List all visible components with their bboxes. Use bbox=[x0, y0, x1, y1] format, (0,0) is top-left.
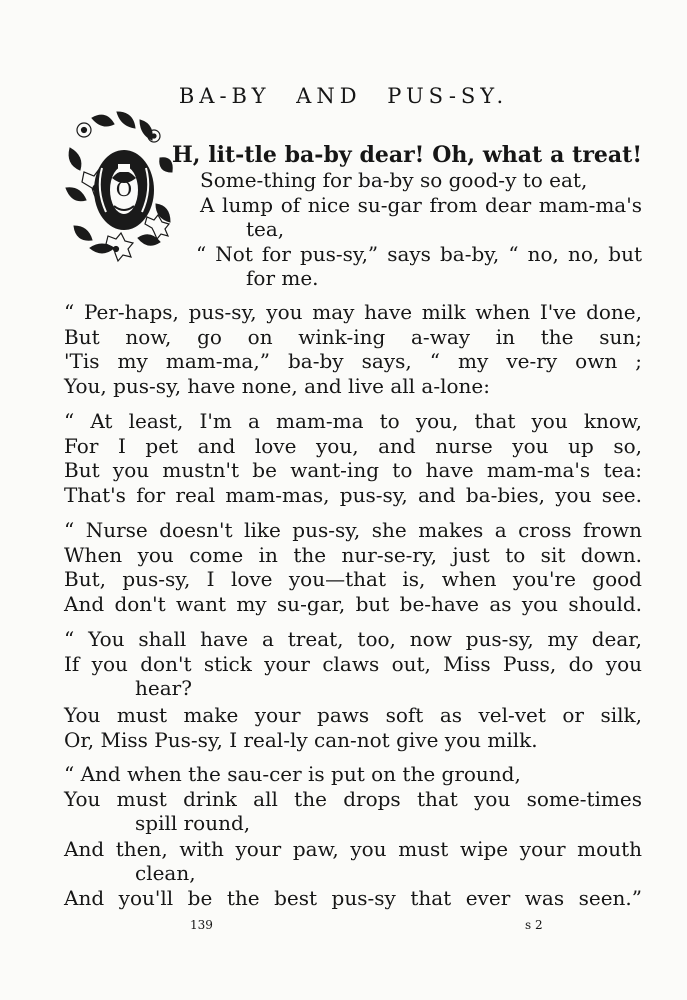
signature-mark: s 2 bbox=[525, 918, 543, 932]
stanza6-line3: And then, with your paw, you must wipe your mouth bbox=[64, 837, 642, 861]
stanza2-line4: You, pus-sy, have none, and live all a-lone: bbox=[64, 374, 490, 398]
stanza2-line1: “ Per-haps, pus-sy, you may have milk when I've done, bbox=[64, 300, 642, 324]
stanza1-line3: A lump of nice su-gar from dear mam-ma's bbox=[200, 193, 642, 217]
drop-cap-letter: O bbox=[115, 177, 133, 201]
floral-drop-cap-ornament bbox=[62, 108, 174, 270]
stanza6-line1: “ And when the sau-cer is put on the ground, bbox=[64, 762, 521, 786]
stanza5-line1: “ You shall have a treat, too, now pus-sy, my dear, bbox=[64, 627, 642, 651]
stanza6-line4: And you'll be the best pus-sy that ever was seen.” bbox=[64, 886, 642, 910]
stanza4-line4: And don't want my su-gar, but be-have as you should. bbox=[64, 592, 642, 616]
stanza1-line2: Some-thing for ba-by so good-y to eat, bbox=[200, 168, 588, 192]
page-number: 139 bbox=[190, 918, 213, 932]
stanza1-line4: “ Not for pus-sy,” says ba-by, “ no, no, but bbox=[196, 242, 642, 266]
stanza5-line4: Or, Miss Pus-sy, I real-ly can-not give you milk. bbox=[64, 728, 538, 752]
stanza1-line3-cont: tea, bbox=[246, 217, 285, 241]
stanza1-line1: H, lit-tle ba-by dear! Oh, what a treat! bbox=[172, 142, 642, 168]
stanza5-line3: You must make your paws soft as vel-vet or silk, bbox=[64, 703, 642, 727]
stanza5-line2-cont: hear? bbox=[135, 676, 192, 700]
stanza5-line2: If you don't stick your claws out, Miss Puss, do you bbox=[64, 652, 642, 676]
stanza3-line2: For I pet and love you, and nurse you up so, bbox=[64, 434, 642, 458]
stanza4-line1: “ Nurse doesn't like pus-sy, she makes a cross frown bbox=[64, 518, 642, 542]
stanza6-line3-cont: clean, bbox=[135, 861, 196, 885]
stanza4-line3: But, pus-sy, I love you—that is, when you're good bbox=[64, 567, 642, 591]
page-title: BA-BY AND PUS-SY. bbox=[178, 84, 509, 108]
stanza6-line2-cont: spill round, bbox=[135, 811, 251, 835]
stanza2-line2: But now, go on wink-ing a-way in the sun; bbox=[64, 325, 642, 349]
stanza4-line2: When you come in the nur-se-ry, just to sit down. bbox=[64, 543, 642, 567]
stanza6-line2: You must drink all the drops that you some-times bbox=[64, 787, 642, 811]
stanza3-line4: That's for real mam-mas, pus-sy, and ba-bies, you see. bbox=[64, 483, 642, 507]
stanza3-line3: But you mustn't be want-ing to have mam-ma's tea: bbox=[64, 458, 642, 482]
stanza1-line4-cont: for me. bbox=[246, 266, 319, 290]
stanza2-line3: 'Tis my mam-ma,” ba-by says, “ my ve-ry own ; bbox=[64, 349, 642, 373]
stanza3-line1: “ At least, I'm a mam-ma to you, that you know, bbox=[64, 409, 642, 433]
